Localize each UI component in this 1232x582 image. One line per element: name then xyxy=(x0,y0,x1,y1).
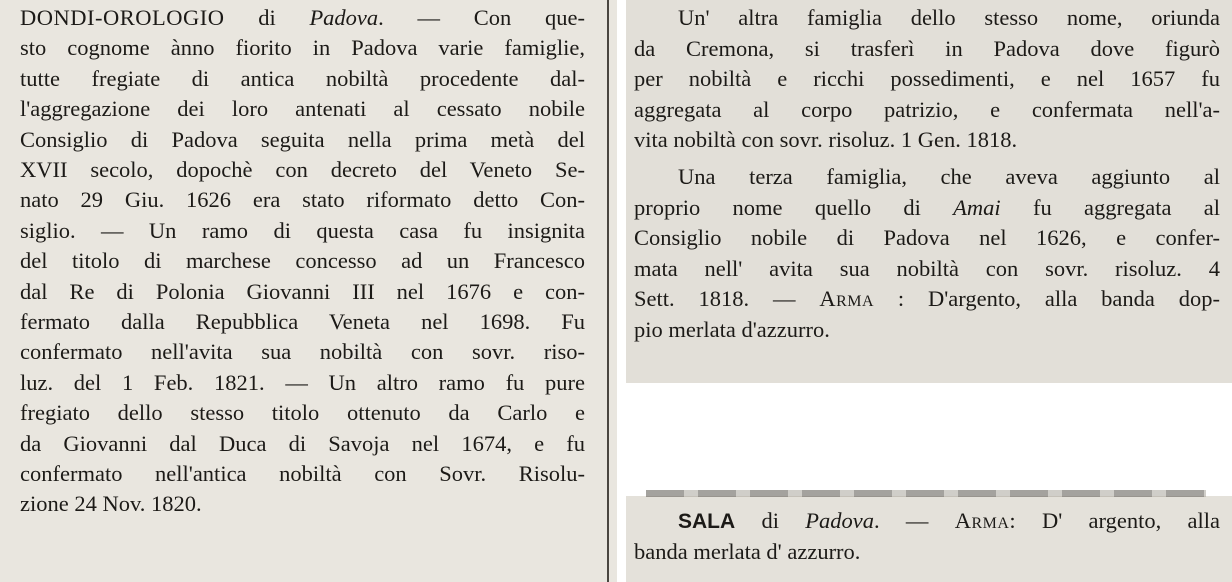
text-line xyxy=(20,398,585,428)
text-line xyxy=(20,277,585,307)
text-run: XVII secolo, dopochè con decreto del Veneto Se- xyxy=(20,157,585,182)
text-line xyxy=(20,125,585,155)
text-line xyxy=(634,125,1220,155)
text-run: fermato dalla Repubblica Veneta nel 1698. Fu xyxy=(20,309,585,334)
text-run: da Cremona, si trasferì in Padova dove figurò xyxy=(634,35,1220,61)
text-run: Arma xyxy=(954,508,1010,533)
text-run: di xyxy=(224,5,310,30)
text-line xyxy=(20,368,585,398)
text-line xyxy=(634,64,1220,94)
text-line xyxy=(20,429,585,459)
text-run: proprio nome quello di xyxy=(634,194,954,220)
text-run: fregiato dello stesso titolo ottenuto da Carlo e xyxy=(20,400,585,426)
text-run: per nobiltà e ricchi possedimenti, e nel 1657 fu xyxy=(634,66,1220,92)
text-run: DONDI-OROLOGIO xyxy=(20,5,225,30)
text-run: siglio. — Un ramo di questa casa fu insignita xyxy=(20,217,585,243)
text-line xyxy=(634,3,1220,33)
text-line xyxy=(634,315,1220,345)
text-line xyxy=(634,162,1220,192)
text-line xyxy=(20,94,585,124)
text-line xyxy=(20,337,585,367)
text-run: nato 29 Giu. 1626 era stato riformato detto Con- xyxy=(20,187,585,213)
text-run: luz. del 1 Feb. 1821. — Un altro ramo fu pure xyxy=(20,369,585,395)
text-run: zione 24 Nov. 1820. xyxy=(20,491,202,517)
text-run: sto cognome ànno fiorito in Padova varie famiglie, xyxy=(20,35,585,61)
text-run: l'aggregazione dei loro antenati al cessato nobile xyxy=(20,96,585,122)
column-divider xyxy=(607,0,609,582)
text-line xyxy=(634,254,1220,284)
text-run: Un' altra famiglia dello stesso nome, oriunda xyxy=(678,5,1220,30)
text-run: Consiglio nobile di Padova nel 1626, e confer- xyxy=(634,225,1220,251)
text-run: : D' argento, alla xyxy=(1009,508,1221,533)
text-run: dal Re di Polonia Giovanni III nel 1676 e con- xyxy=(20,278,585,304)
text-run: Una terza famiglia, che aveva aggiunto al xyxy=(678,164,1220,189)
text-line xyxy=(20,64,585,94)
right-bottom-column-scan xyxy=(626,468,1232,582)
text-line xyxy=(634,223,1220,253)
text-line xyxy=(20,459,585,489)
text-line xyxy=(634,193,1220,223)
text-run: del titolo di marchese concesso ad un Francesco xyxy=(20,248,585,274)
text-line xyxy=(634,34,1220,64)
cut-off-text-line xyxy=(646,490,1206,497)
text-run: Amai xyxy=(953,194,1001,220)
text-run: : D'argento, alla banda dop- xyxy=(874,286,1220,312)
text-line xyxy=(20,307,585,337)
text-line xyxy=(634,506,1220,537)
text-run: Arma xyxy=(819,286,875,312)
text-run: tutte fregiate di antica nobiltà procedente dal- xyxy=(20,65,585,91)
text-run: Consiglio di Padova seguita nella prima metà del xyxy=(20,126,585,152)
text-line xyxy=(20,216,585,246)
text-run: confermato nell'antica nobiltà con Sovr. Risolu- xyxy=(20,461,585,486)
text-run: da Giovanni dal Duca di Savoja nel 1674, e fu xyxy=(20,430,585,456)
text-line xyxy=(20,33,585,63)
text-run: Sett. 1818. — xyxy=(634,286,820,312)
text-run: . — Con que- xyxy=(378,5,585,30)
text-line xyxy=(634,95,1220,125)
text-line xyxy=(20,155,585,185)
text-line xyxy=(20,246,585,276)
text-run: vita nobiltà con sovr. risoluz. 1 Gen. 1818. xyxy=(634,127,1018,153)
text-run: . — xyxy=(874,508,955,533)
text-run: Padova xyxy=(309,5,379,30)
text-line xyxy=(634,537,1220,567)
text-run: confermato nell'avita sua nobiltà con sovr. riso- xyxy=(20,339,585,365)
text-run: banda merlata d' azzurro. xyxy=(634,538,861,564)
text-run: fu aggregata al xyxy=(1000,194,1220,220)
text-run: aggregata al corpo patrizio, e confermata nell'a- xyxy=(634,96,1220,122)
text-line xyxy=(20,489,585,519)
text-line xyxy=(20,185,585,215)
text-run: pio merlata d'azzurro. xyxy=(634,317,830,342)
right-top-column-scan xyxy=(626,0,1232,383)
text-run: di xyxy=(735,508,806,533)
text-line xyxy=(20,3,585,33)
text-run: mata nell' avita sua nobiltà con sovr. risoluz. 4 xyxy=(634,255,1220,281)
text-line xyxy=(634,284,1220,314)
text-run: SALA xyxy=(678,510,736,533)
text-run: Padova xyxy=(805,508,874,533)
